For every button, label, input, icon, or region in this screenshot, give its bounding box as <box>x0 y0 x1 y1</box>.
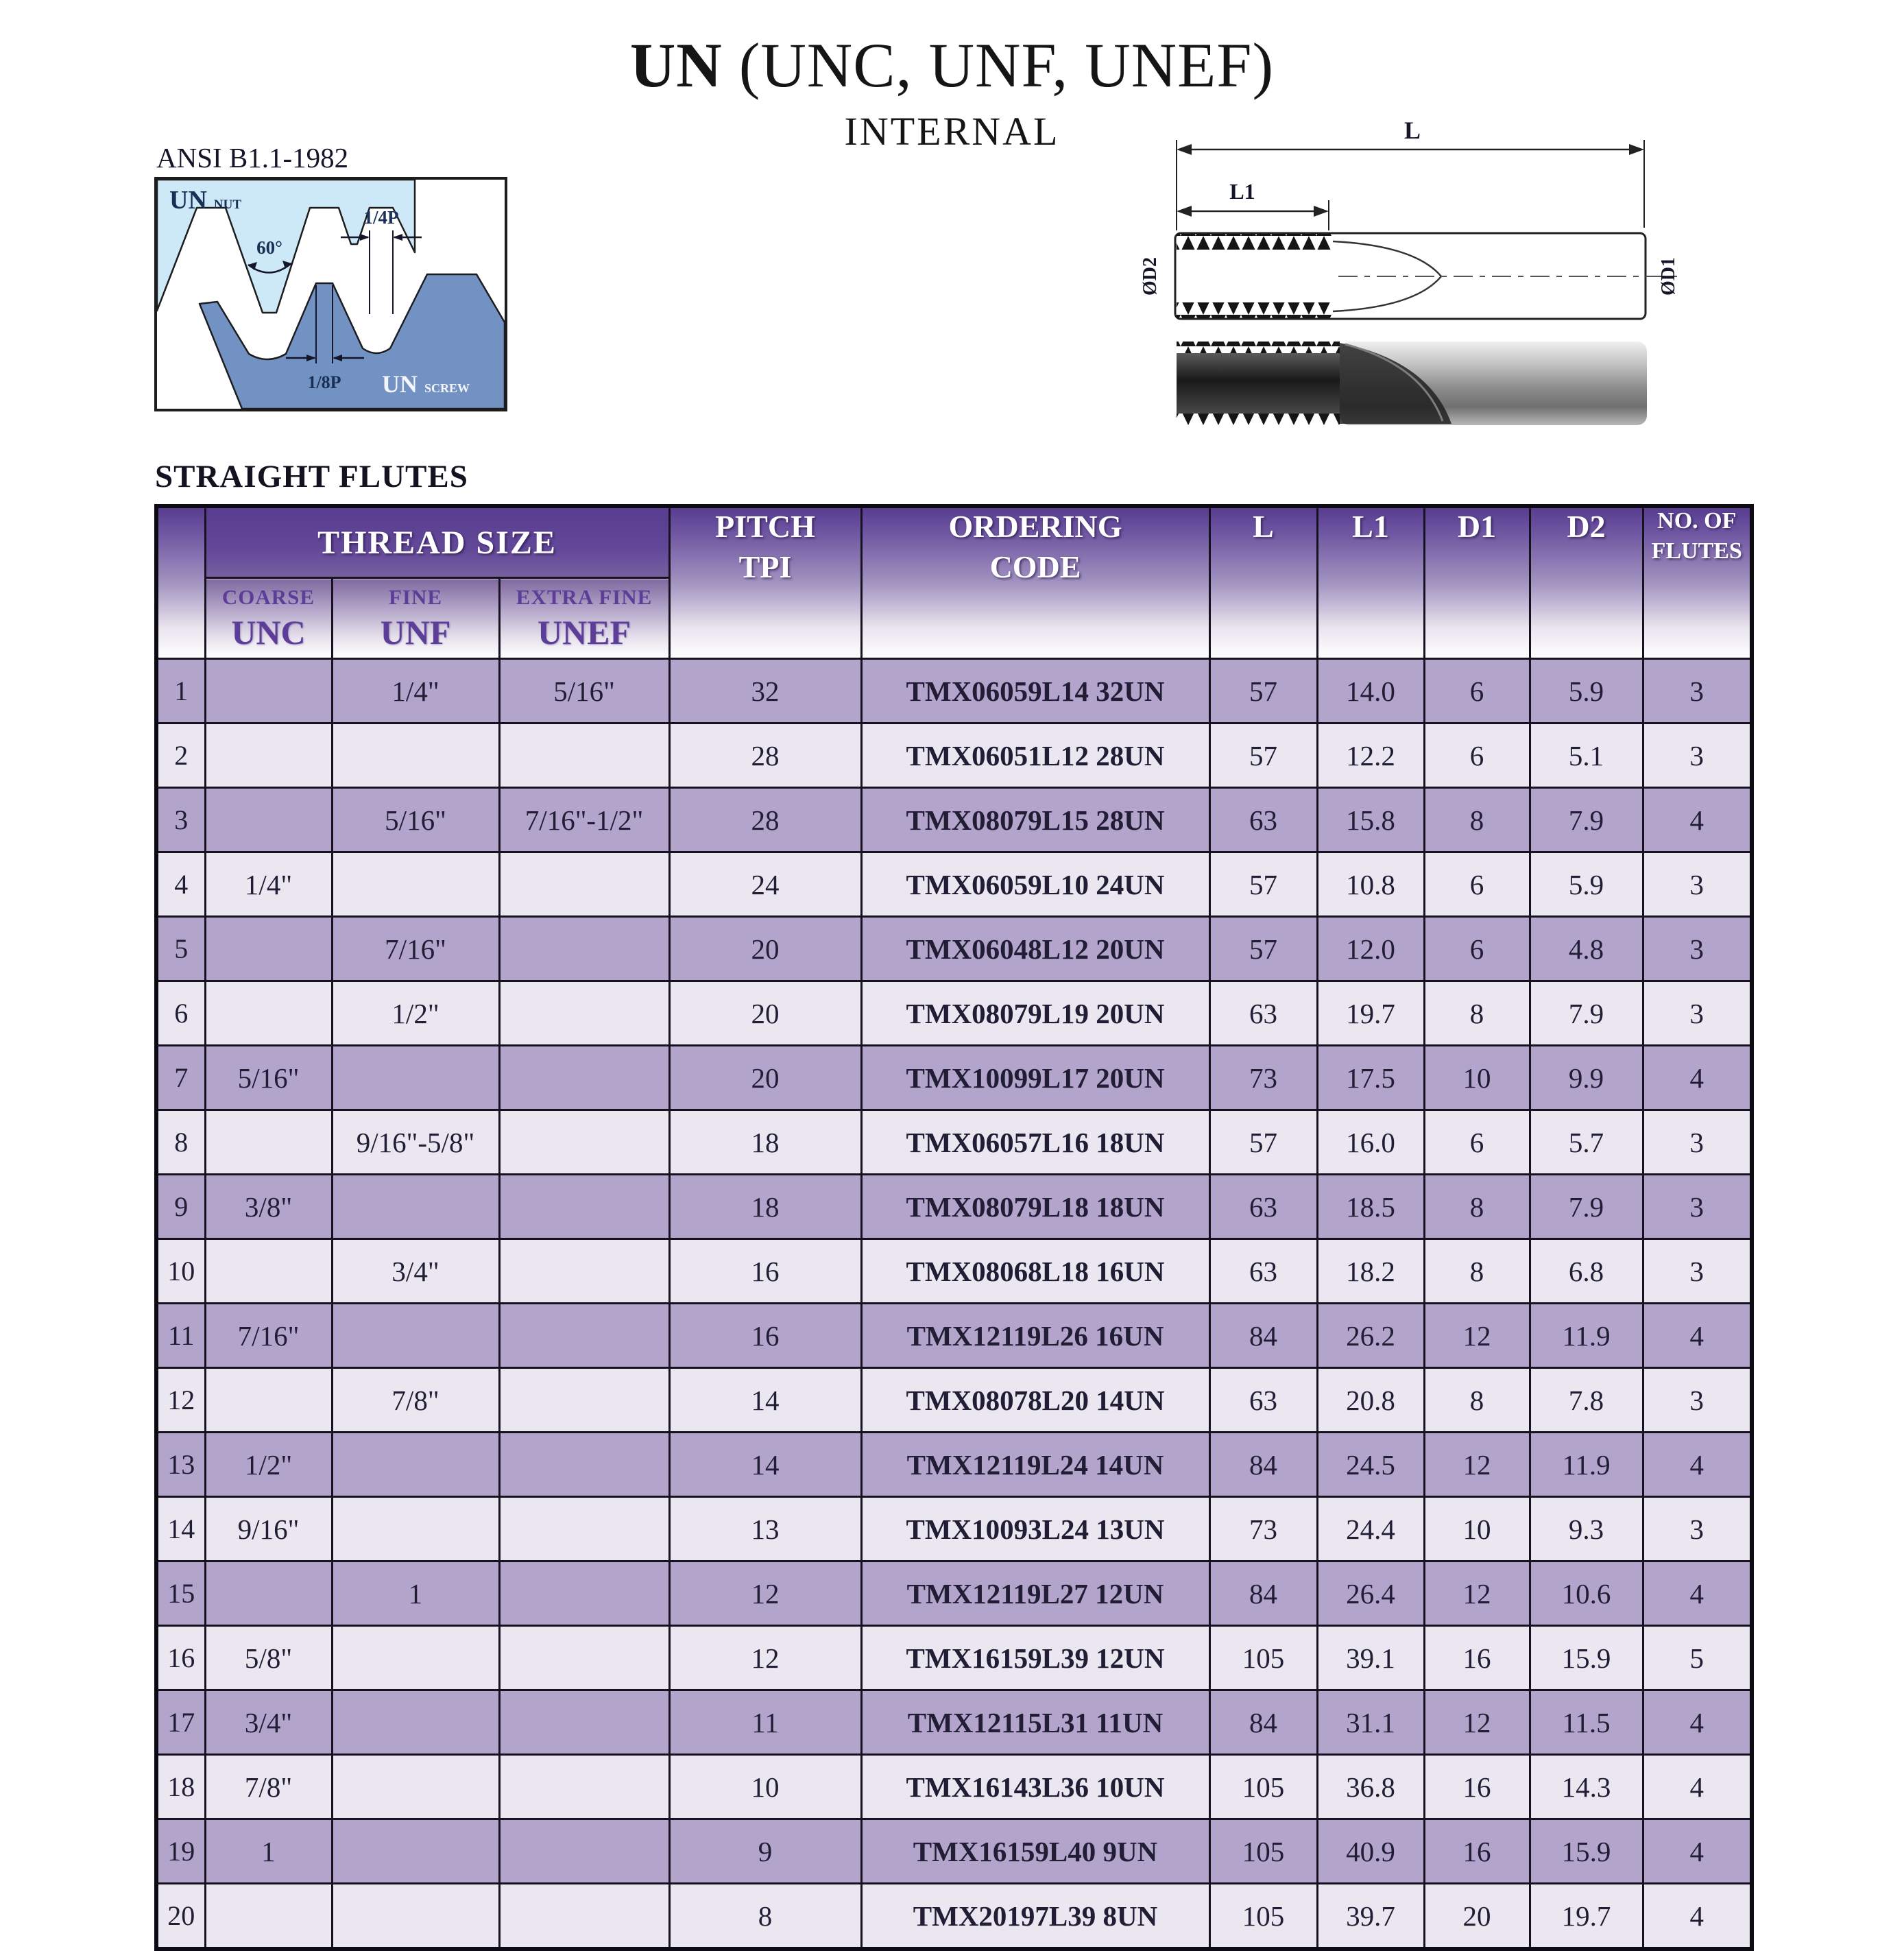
cell-no: 6 <box>156 981 205 1046</box>
cell-l1: 40.9 <box>1317 1819 1424 1884</box>
cell-d1: 12 <box>1424 1304 1530 1368</box>
standard-label: ANSI B1.1-1982 <box>156 142 349 173</box>
cell-d2: 9.3 <box>1530 1497 1643 1561</box>
cell-no: 15 <box>156 1561 205 1626</box>
header-ordering-line1: ORDERING <box>948 509 1122 544</box>
cell-unc <box>205 723 332 788</box>
cell-tpi: 10 <box>669 1755 861 1819</box>
cell-d1: 16 <box>1424 1819 1530 1884</box>
cell-unef <box>499 723 669 788</box>
cell-tpi: 32 <box>669 659 861 723</box>
cell-code: TMX16159L40 9UN <box>861 1819 1209 1884</box>
cell-no: 20 <box>156 1884 205 1950</box>
cell-d1: 8 <box>1424 1239 1530 1304</box>
cell-d1: 20 <box>1424 1884 1530 1950</box>
cell-no: 11 <box>156 1304 205 1368</box>
table-row <box>156 1497 1752 1561</box>
cell-d2: 7.9 <box>1530 981 1643 1046</box>
cell-tpi: 20 <box>669 1046 861 1110</box>
cell-l: 63 <box>1209 1368 1317 1433</box>
cell-d2: 7.8 <box>1530 1368 1643 1433</box>
cell-unf: 1/4" <box>332 659 499 723</box>
table-row <box>156 1304 1752 1368</box>
cell-tpi: 12 <box>669 1626 861 1690</box>
cell-unf <box>332 1626 499 1690</box>
cell-flutes: 3 <box>1643 1175 1752 1239</box>
cell-d1: 8 <box>1424 981 1530 1046</box>
cell-d2: 7.9 <box>1530 1175 1643 1239</box>
table-row <box>156 1561 1752 1626</box>
cell-unf: 7/8" <box>332 1368 499 1433</box>
cell-code: TMX12119L24 14UN <box>861 1433 1209 1497</box>
cell-l1: 14.0 <box>1317 659 1424 723</box>
cell-unf <box>332 1690 499 1755</box>
cell-no: 16 <box>156 1626 205 1690</box>
cell-no: 18 <box>156 1755 205 1819</box>
cell-unf <box>332 1175 499 1239</box>
cell-flutes: 4 <box>1643 788 1752 852</box>
cell-code: TMX12119L27 12UN <box>861 1561 1209 1626</box>
cell-code: TMX06059L10 24UN <box>861 852 1209 917</box>
cell-code: TMX08078L20 14UN <box>861 1368 1209 1433</box>
cell-l1: 24.5 <box>1317 1433 1424 1497</box>
cell-flutes: 4 <box>1643 1690 1752 1755</box>
cell-l: 84 <box>1209 1433 1317 1497</box>
cell-flutes: 4 <box>1643 1819 1752 1884</box>
cell-d1: 6 <box>1424 1110 1530 1175</box>
cell-tpi: 28 <box>669 723 861 788</box>
cell-unef <box>499 917 669 981</box>
dim-l-label: L <box>1403 117 1421 144</box>
cell-l: 63 <box>1209 1175 1317 1239</box>
cell-l: 63 <box>1209 981 1317 1046</box>
cell-l1: 20.8 <box>1317 1368 1424 1433</box>
cell-unc: 1 <box>205 1819 332 1884</box>
cell-unf: 1/2" <box>332 981 499 1046</box>
cell-unf <box>332 1884 499 1950</box>
header-fine-unf <box>332 578 499 659</box>
cell-unc <box>205 1368 332 1433</box>
cell-unef <box>499 1368 669 1433</box>
cell-d2: 4.8 <box>1530 917 1643 981</box>
cell-unef <box>499 1626 669 1690</box>
table-row <box>156 1690 1752 1755</box>
eighth-p-label: 1/8P <box>307 372 341 392</box>
cell-d2: 7.9 <box>1530 788 1643 852</box>
header-flutes-line1: NO. OF <box>1657 508 1737 534</box>
arrowhead <box>1314 206 1329 217</box>
cell-unc: 1/4" <box>205 852 332 917</box>
cell-l: 63 <box>1209 788 1317 852</box>
page-title <box>0 29 1904 101</box>
cell-unf <box>332 852 499 917</box>
cell-flutes: 3 <box>1643 659 1752 723</box>
cell-l1: 18.2 <box>1317 1239 1424 1304</box>
cell-tpi: 12 <box>669 1561 861 1626</box>
cell-d2: 15.9 <box>1530 1819 1643 1884</box>
cell-tpi: 16 <box>669 1239 861 1304</box>
cell-d1: 8 <box>1424 1175 1530 1239</box>
tool-photo <box>1177 342 1647 425</box>
cell-l1: 16.0 <box>1317 1110 1424 1175</box>
cell-d2: 14.3 <box>1530 1755 1643 1819</box>
cell-d1: 10 <box>1424 1046 1530 1110</box>
cell-unc <box>205 1561 332 1626</box>
header-thread-size: THREAD SIZE <box>205 506 669 578</box>
title-series: UN <box>629 30 723 100</box>
cell-unf <box>332 1755 499 1819</box>
cell-unf: 7/16" <box>332 917 499 981</box>
cell-unc <box>205 788 332 852</box>
cell-tpi: 28 <box>669 788 861 852</box>
thread-profile-diagram <box>154 177 507 415</box>
cell-no: 17 <box>156 1690 205 1755</box>
cell-l: 57 <box>1209 723 1317 788</box>
cell-l: 84 <box>1209 1304 1317 1368</box>
header-d1: D1 <box>1424 506 1530 659</box>
header-l: L <box>1209 506 1317 659</box>
cell-flutes: 3 <box>1643 981 1752 1046</box>
cell-no: 9 <box>156 1175 205 1239</box>
cell-tpi: 14 <box>669 1433 861 1497</box>
cell-code: TMX12115L31 11UN <box>861 1690 1209 1755</box>
cell-unc: 3/8" <box>205 1175 332 1239</box>
cell-flutes: 3 <box>1643 917 1752 981</box>
cell-d1: 6 <box>1424 723 1530 788</box>
cell-l1: 36.8 <box>1317 1755 1424 1819</box>
cell-code: TMX20197L39 8UN <box>861 1884 1209 1950</box>
cell-d1: 12 <box>1424 1433 1530 1497</box>
table-row <box>156 1110 1752 1175</box>
cell-flutes: 3 <box>1643 1239 1752 1304</box>
cell-no: 19 <box>156 1819 205 1884</box>
cell-unef <box>499 1497 669 1561</box>
cell-d1: 12 <box>1424 1561 1530 1626</box>
header-coarse: COARSE <box>221 584 315 609</box>
cell-no: 7 <box>156 1046 205 1110</box>
header-coarse-unc <box>205 578 332 659</box>
cell-no: 3 <box>156 788 205 852</box>
header-ordering-line2: CODE <box>989 549 1081 584</box>
cell-code: TMX10099L17 20UN <box>861 1046 1209 1110</box>
cell-unef: 5/16" <box>499 659 669 723</box>
cell-l: 84 <box>1209 1690 1317 1755</box>
cell-d2: 10.6 <box>1530 1561 1643 1626</box>
cell-d2: 5.7 <box>1530 1110 1643 1175</box>
cell-no: 8 <box>156 1110 205 1175</box>
cell-l1: 15.8 <box>1317 788 1424 852</box>
cell-tpi: 8 <box>669 1884 861 1950</box>
table-row <box>156 852 1752 917</box>
cell-l: 57 <box>1209 1110 1317 1175</box>
spec-table <box>154 504 1754 1951</box>
cell-unef <box>499 852 669 917</box>
header-ordering-code <box>861 506 1209 659</box>
cell-unef <box>499 1239 669 1304</box>
cell-unef <box>499 1304 669 1368</box>
cell-tpi: 18 <box>669 1110 861 1175</box>
table-row <box>156 788 1752 852</box>
arrowhead <box>1177 144 1192 155</box>
cell-unf <box>332 1819 499 1884</box>
cell-l1: 39.7 <box>1317 1884 1424 1950</box>
cell-l: 57 <box>1209 852 1317 917</box>
cell-unf: 3/4" <box>332 1239 499 1304</box>
cell-code: TMX08079L18 18UN <box>861 1175 1209 1239</box>
cell-unc: 5/16" <box>205 1046 332 1110</box>
cell-unf: 1 <box>332 1561 499 1626</box>
cell-unc: 5/8" <box>205 1626 332 1690</box>
cell-flutes: 3 <box>1643 852 1752 917</box>
cell-no: 4 <box>156 852 205 917</box>
title-variants: (UNC, UNF, UNEF) <box>722 30 1275 100</box>
cell-d2: 11.9 <box>1530 1304 1643 1368</box>
table-row <box>156 917 1752 981</box>
dim-d2-label: ØD2 <box>1140 257 1161 296</box>
header-extra-fine: EXTRA FINE <box>516 584 653 609</box>
header-flutes-line2: FLUTES <box>1651 538 1742 564</box>
cell-tpi: 14 <box>669 1368 861 1433</box>
table-row <box>156 1239 1752 1304</box>
thread-teeth-bottom <box>1177 302 1331 318</box>
cell-l1: 19.7 <box>1317 981 1424 1046</box>
cell-unef <box>499 1561 669 1626</box>
thread-teeth-top <box>1177 234 1331 250</box>
cell-unc <box>205 1239 332 1304</box>
table-row <box>156 1755 1752 1819</box>
header-unc: UNC <box>231 612 306 651</box>
cell-unf: 5/16" <box>332 788 499 852</box>
cell-unef <box>499 1755 669 1819</box>
header-d2: D2 <box>1530 506 1643 659</box>
cell-unef <box>499 1819 669 1884</box>
cell-unc: 9/16" <box>205 1497 332 1561</box>
cell-unef <box>499 1046 669 1110</box>
cell-unef <box>499 1690 669 1755</box>
cell-unc: 7/16" <box>205 1304 332 1368</box>
quarter-p-label: 1/4P <box>363 207 399 228</box>
cell-l1: 12.0 <box>1317 917 1424 981</box>
cell-unc <box>205 1884 332 1950</box>
table-row <box>156 1819 1752 1884</box>
cell-code: TMX08068L18 16UN <box>861 1239 1209 1304</box>
cell-no: 14 <box>156 1497 205 1561</box>
cell-no: 1 <box>156 659 205 723</box>
cell-l: 57 <box>1209 917 1317 981</box>
cell-code: TMX06048L12 20UN <box>861 917 1209 981</box>
cell-l: 105 <box>1209 1819 1317 1884</box>
cell-flutes: 3 <box>1643 1368 1752 1433</box>
cell-l: 84 <box>1209 1561 1317 1626</box>
cell-l1: 18.5 <box>1317 1175 1424 1239</box>
tool-drawing <box>1105 110 1791 442</box>
header-row-number <box>156 506 205 659</box>
table-row <box>156 1046 1752 1110</box>
cell-tpi: 18 <box>669 1175 861 1239</box>
cell-no: 2 <box>156 723 205 788</box>
cell-unc: 3/4" <box>205 1690 332 1755</box>
header-l1: L1 <box>1317 506 1424 659</box>
cell-tpi: 20 <box>669 981 861 1046</box>
cell-d2: 11.5 <box>1530 1690 1643 1755</box>
cell-no: 10 <box>156 1239 205 1304</box>
cell-l1: 39.1 <box>1317 1626 1424 1690</box>
cell-l: 105 <box>1209 1626 1317 1690</box>
cell-unf <box>332 723 499 788</box>
cell-unef <box>499 981 669 1046</box>
cell-l1: 10.8 <box>1317 852 1424 917</box>
cell-flutes: 4 <box>1643 1304 1752 1368</box>
cell-unc <box>205 659 332 723</box>
cell-unef <box>499 1884 669 1950</box>
cell-l: 105 <box>1209 1755 1317 1819</box>
table-row <box>156 659 1752 723</box>
table-row <box>156 1433 1752 1497</box>
cell-l1: 12.2 <box>1317 723 1424 788</box>
cell-d2: 15.9 <box>1530 1626 1643 1690</box>
cell-no: 12 <box>156 1368 205 1433</box>
screw-label-main: UN <box>382 370 418 398</box>
header-fine: FINE <box>388 584 443 609</box>
cell-d1: 6 <box>1424 917 1530 981</box>
cell-l1: 26.2 <box>1317 1304 1424 1368</box>
cell-d2: 11.9 <box>1530 1433 1643 1497</box>
cell-tpi: 20 <box>669 917 861 981</box>
cell-flutes: 4 <box>1643 1046 1752 1110</box>
table-row <box>156 1368 1752 1433</box>
cell-flutes: 3 <box>1643 723 1752 788</box>
cell-l1: 31.1 <box>1317 1690 1424 1755</box>
cell-tpi: 11 <box>669 1690 861 1755</box>
nut-label-main: UN <box>169 186 207 215</box>
cell-unf <box>332 1433 499 1497</box>
cell-unf <box>332 1304 499 1368</box>
cell-d2: 5.1 <box>1530 723 1643 788</box>
cell-no: 13 <box>156 1433 205 1497</box>
cell-tpi: 9 <box>669 1819 861 1884</box>
header-flutes <box>1643 506 1752 659</box>
cell-d2: 9.9 <box>1530 1046 1643 1110</box>
cell-code: TMX12119L26 16UN <box>861 1304 1209 1368</box>
cell-code: TMX06057L16 18UN <box>861 1110 1209 1175</box>
header-unef: UNEF <box>537 612 631 651</box>
table-row <box>156 1175 1752 1239</box>
cell-d1: 16 <box>1424 1626 1530 1690</box>
cell-unf <box>332 1497 499 1561</box>
arrowhead <box>1629 144 1644 155</box>
cell-tpi: 24 <box>669 852 861 917</box>
photo-thread-body <box>1177 353 1340 414</box>
cell-d2: 19.7 <box>1530 1884 1643 1950</box>
cell-unef <box>499 1175 669 1239</box>
cell-tpi: 13 <box>669 1497 861 1561</box>
cell-l1: 17.5 <box>1317 1046 1424 1110</box>
cell-d1: 12 <box>1424 1690 1530 1755</box>
cell-unc: 7/8" <box>205 1755 332 1819</box>
header-pitch-tpi <box>669 506 861 659</box>
cell-d1: 16 <box>1424 1755 1530 1819</box>
cell-l1: 24.4 <box>1317 1497 1424 1561</box>
cell-flutes: 4 <box>1643 1755 1752 1819</box>
cell-flutes: 4 <box>1643 1433 1752 1497</box>
cell-d1: 10 <box>1424 1497 1530 1561</box>
angle-label: 60° <box>256 237 282 258</box>
cell-d1: 6 <box>1424 852 1530 917</box>
cell-unf <box>332 1046 499 1110</box>
cell-code: TMX08079L19 20UN <box>861 981 1209 1046</box>
cell-l1: 26.4 <box>1317 1561 1424 1626</box>
dim-d1-label: ØD1 <box>1658 257 1679 296</box>
header-pitch-line2: TPI <box>738 549 792 584</box>
cell-flutes: 4 <box>1643 1884 1752 1950</box>
cell-code: TMX10093L24 13UN <box>861 1497 1209 1561</box>
cell-d2: 5.9 <box>1530 852 1643 917</box>
header-unf: UNF <box>380 612 451 651</box>
cell-unef <box>499 1433 669 1497</box>
table-row <box>156 723 1752 788</box>
section-heading: STRAIGHT FLUTES <box>155 459 468 494</box>
cell-d2: 5.9 <box>1530 659 1643 723</box>
table-row <box>156 981 1752 1046</box>
cell-l: 63 <box>1209 1239 1317 1304</box>
cell-d1: 8 <box>1424 788 1530 852</box>
cell-unf: 9/16"-5/8" <box>332 1110 499 1175</box>
cell-flutes: 3 <box>1643 1110 1752 1175</box>
cell-l: 73 <box>1209 1046 1317 1110</box>
cell-flutes: 4 <box>1643 1561 1752 1626</box>
cell-code: TMX06059L14 32UN <box>861 659 1209 723</box>
header-extrafine-unef <box>499 578 669 659</box>
cell-l: 105 <box>1209 1884 1317 1950</box>
cell-code: TMX08079L15 28UN <box>861 788 1209 852</box>
cell-code: TMX16143L36 10UN <box>861 1755 1209 1819</box>
cell-tpi: 16 <box>669 1304 861 1368</box>
cell-unc <box>205 1110 332 1175</box>
cell-d1: 6 <box>1424 659 1530 723</box>
cell-unc <box>205 981 332 1046</box>
cell-flutes: 3 <box>1643 1497 1752 1561</box>
cell-l: 73 <box>1209 1497 1317 1561</box>
cell-unef <box>499 1110 669 1175</box>
cell-d1: 8 <box>1424 1368 1530 1433</box>
cell-l: 57 <box>1209 659 1317 723</box>
screw-label-sub: SCREW <box>424 381 470 395</box>
header-pitch-line1: PITCH <box>715 509 815 544</box>
table-row <box>156 1884 1752 1950</box>
table-row <box>156 1626 1752 1690</box>
nut-label-sub: NUT <box>213 198 242 212</box>
page-subtitle: INTERNAL <box>844 109 1060 154</box>
dim-l1-label: L1 <box>1229 179 1255 204</box>
cell-unef: 7/16"-1/2" <box>499 788 669 852</box>
cell-unc: 1/2" <box>205 1433 332 1497</box>
cell-code: TMX06051L12 28UN <box>861 723 1209 788</box>
cell-code: TMX16159L39 12UN <box>861 1626 1209 1690</box>
arrowhead <box>1177 206 1192 217</box>
cell-unc <box>205 917 332 981</box>
cell-flutes: 5 <box>1643 1626 1752 1690</box>
cell-d2: 6.8 <box>1530 1239 1643 1304</box>
cell-no: 5 <box>156 917 205 981</box>
